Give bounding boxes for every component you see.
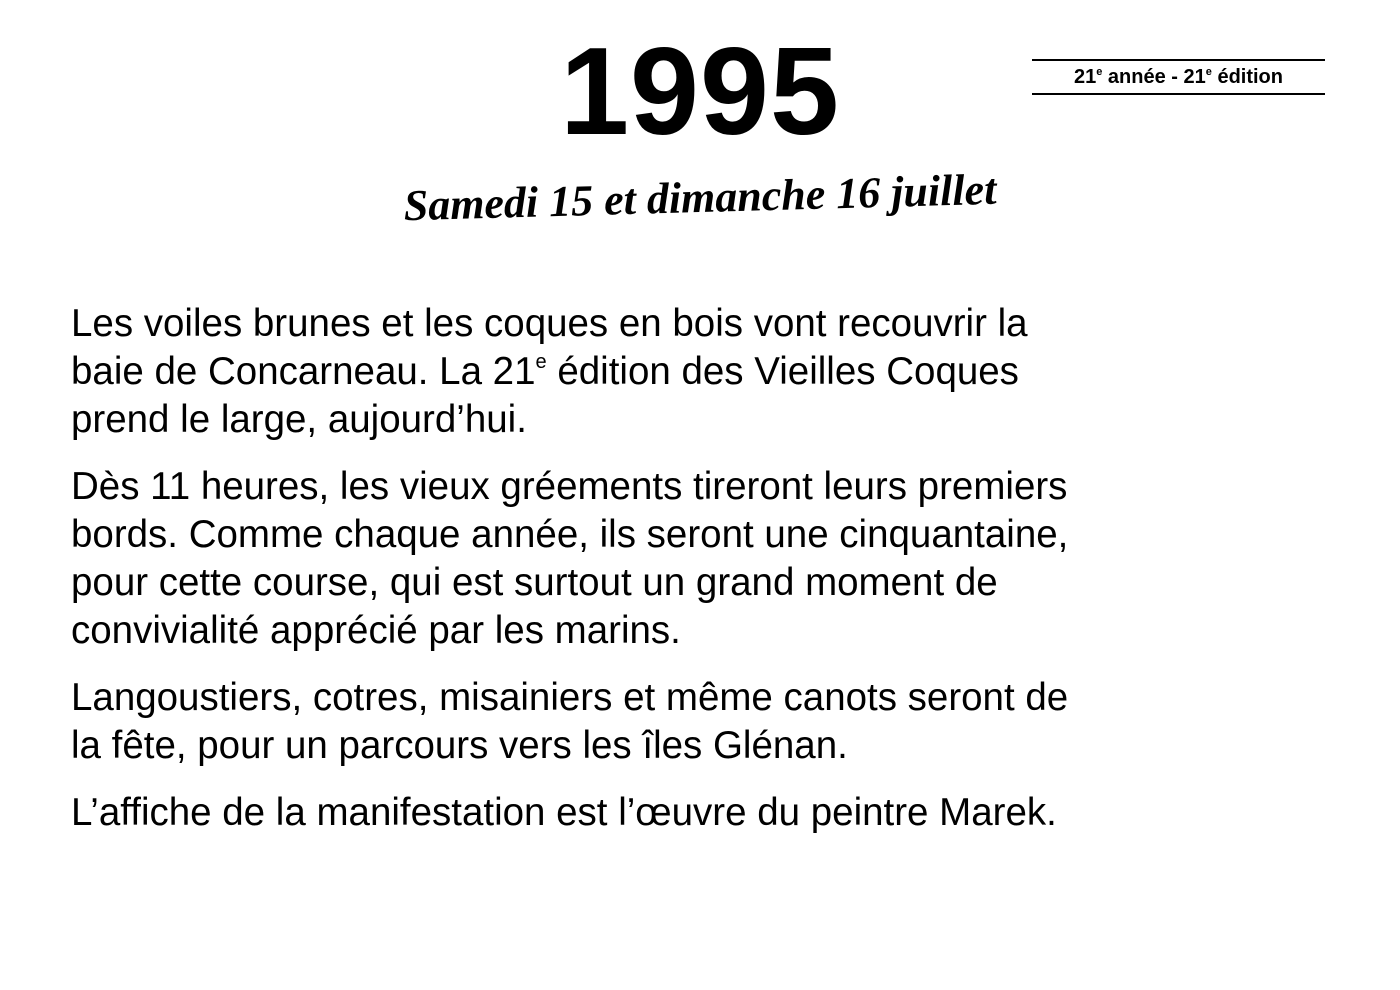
paragraph-line: pour cette course, qui est surtout un grand moment de xyxy=(71,561,998,604)
paragraph-line: la fête, pour un parcours vers les îles Glénan. xyxy=(71,724,848,767)
page-year: 1995 xyxy=(560,23,840,161)
paragraph-line xyxy=(71,348,1371,396)
paragraph-line: prend le large, aujourd’hui. xyxy=(71,398,527,441)
edition-badge xyxy=(1032,59,1325,95)
paragraph-boats xyxy=(71,674,1371,770)
edition-annee-label: année - xyxy=(1102,66,1184,88)
paragraph-line: bords. Comme chaque année, ils seront une cinquantaine, xyxy=(71,513,1069,556)
edition-label: édition xyxy=(1211,66,1283,88)
paragraph-schedule xyxy=(71,463,1371,655)
text-fragment: édition des Vieilles Coques xyxy=(546,350,1019,393)
paragraph-line: L’affiche de la manifestation est l’œuvre du peintre Marek. xyxy=(71,791,1057,834)
edition-superscript: e xyxy=(535,351,547,373)
article-body xyxy=(71,300,1371,856)
paragraph-line: convivialité apprécié par les marins. xyxy=(71,609,681,652)
paragraph-line: Dès 11 heures, les vieux gréements tireront leurs premiers xyxy=(71,465,1068,508)
paragraph-line: Langoustiers, cotres, misainiers et même canots seront de xyxy=(71,676,1069,719)
event-dates: Samedi 15 et dimanche 16 juillet xyxy=(403,164,997,231)
edition-superscript-1: e xyxy=(1096,66,1103,78)
edition-number-2: 21 xyxy=(1183,66,1206,88)
paragraph-poster xyxy=(71,789,1371,837)
paragraph-line: Les voiles brunes et les coques en bois vont recouvrir la xyxy=(71,302,1028,345)
paragraph-intro xyxy=(71,300,1371,444)
text-fragment: baie de Concarneau. La 21 xyxy=(71,350,536,393)
edition-superscript-2: e xyxy=(1205,66,1212,78)
edition-number-1: 21 xyxy=(1074,66,1097,88)
